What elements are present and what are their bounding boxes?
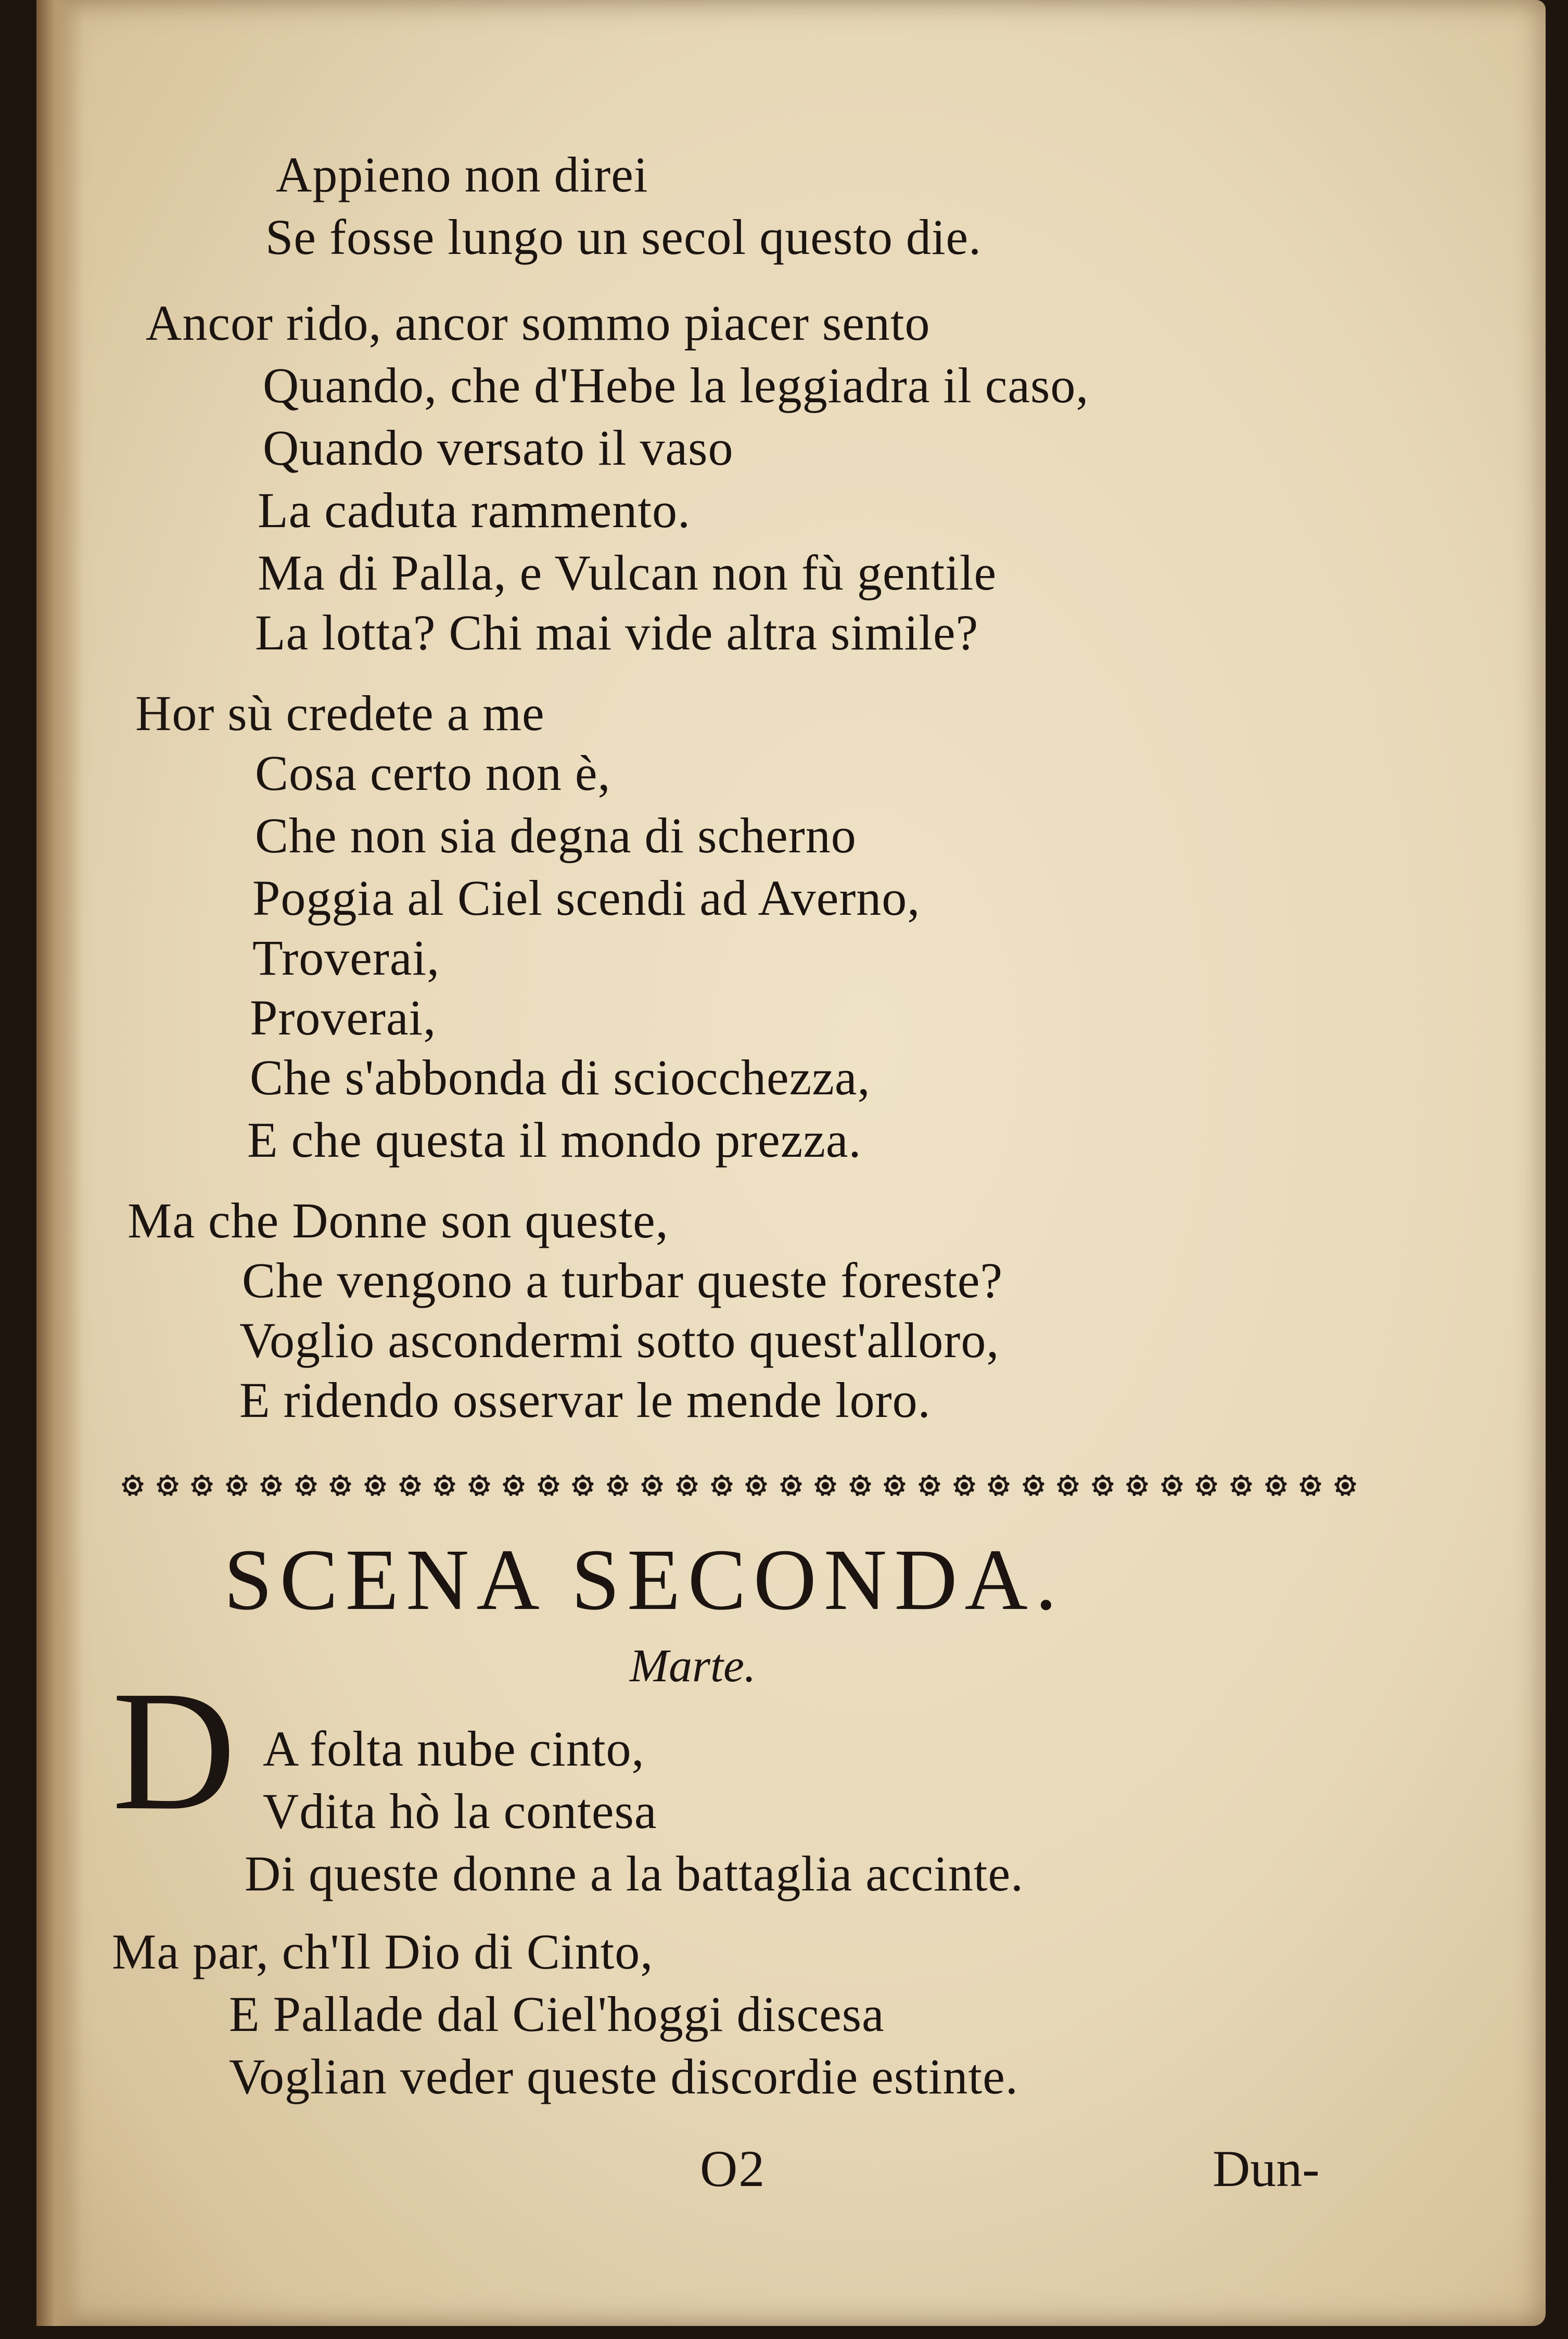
- verse-line: Ma di Palla, e Vulcan non fù gentile: [258, 545, 997, 600]
- character-name: Marte.: [630, 1640, 756, 1692]
- verse-line: Ancor rido, ancor sommo piacer sento: [146, 295, 930, 351]
- verse-line: Vdita hò la contesa: [263, 1783, 657, 1839]
- drop-cap: D: [112, 1656, 236, 1846]
- ornament-flower-icon: [362, 1473, 388, 1499]
- ornament-flower-icon: [639, 1473, 665, 1499]
- ornament-flower-icon: [120, 1473, 146, 1499]
- ornament-flower-icon: [570, 1473, 596, 1499]
- verse-line: Di queste donne a la battaglia accinte.: [245, 1846, 1024, 1901]
- ornament-flower-icon: [1332, 1473, 1358, 1499]
- verse-line: E che questa il mondo prezza.: [247, 1112, 862, 1168]
- ornament-flower-icon: [812, 1473, 838, 1499]
- verse-line: La lotta? Chi mai vide altra simile?: [255, 605, 979, 660]
- ornament-flower-icon: [1159, 1473, 1185, 1499]
- verse-line: E ridendo osservar le mende loro.: [239, 1372, 931, 1428]
- ornament-flower-icon: [431, 1473, 457, 1499]
- ornament-flower-icon: [1055, 1473, 1081, 1499]
- ornament-flower-icon: [1228, 1473, 1254, 1499]
- ornament-flower-icon: [327, 1473, 353, 1499]
- bleed-through-shadow: [1119, 156, 1457, 2133]
- ornament-flower-icon: [778, 1473, 804, 1499]
- scene-title: SCENA SECONDA.: [224, 1531, 1064, 1628]
- signature-mark: O2: [700, 2140, 766, 2197]
- ornament-flower-icon: [293, 1473, 319, 1499]
- ornament-flower-icon: [189, 1473, 215, 1499]
- ornament-flower-icon: [536, 1473, 562, 1499]
- ornament-flower-icon: [709, 1473, 735, 1499]
- verse-line: Proverai,: [250, 990, 437, 1045]
- verse-line: A folta nube cinto,: [263, 1721, 645, 1776]
- verse-line: Ma par, ch'Il Dio di Cinto,: [112, 1924, 654, 1979]
- ornament-flower-icon: [1021, 1473, 1047, 1499]
- verse-line: Che non sia degna di scherno: [255, 808, 857, 863]
- verse-line: Cosa certo non è,: [255, 745, 611, 801]
- verse-line: Quando, che d'Hebe la leggiadra il caso,: [263, 357, 1089, 413]
- ornament-flower-icon: [224, 1473, 250, 1499]
- ornament-flower-icon: [258, 1473, 284, 1499]
- ornament-flower-icon: [951, 1473, 977, 1499]
- ornament-flower-icon: [847, 1473, 873, 1499]
- ornament-flower-icon: [501, 1473, 527, 1499]
- ornament-flower-icon: [1263, 1473, 1289, 1499]
- ornament-flower-icon: [1193, 1473, 1219, 1499]
- verse-line: Quando versato il vaso: [263, 420, 734, 476]
- verse-line: Appieno non direi: [276, 147, 648, 202]
- verse-line: La caduta rammento.: [258, 482, 691, 538]
- ornament-flower-icon: [743, 1473, 769, 1499]
- ornament-flower-icon: [466, 1473, 492, 1499]
- ornament-flower-icon: [1297, 1473, 1323, 1499]
- verse-line: Voglio ascondermi sotto quest'alloro,: [239, 1312, 1000, 1368]
- ornament-flower-icon: [155, 1473, 181, 1499]
- verse-line: E Pallade dal Ciel'hoggi discesa: [229, 1986, 885, 2042]
- catchword: Dun-: [1213, 2140, 1320, 2197]
- ornament-flower-icon: [916, 1473, 942, 1499]
- ornament-flower-icon: [1124, 1473, 1150, 1499]
- verse-line: Che s'abbonda di sciocchezza,: [250, 1050, 871, 1105]
- verse-line: Se fosse lungo un secol questo die.: [265, 209, 982, 265]
- ornament-flower-icon: [882, 1473, 908, 1499]
- verse-line: Hor sù credete a me: [135, 685, 545, 741]
- verse-line: Voglian veder queste discordie estinte.: [229, 2049, 1018, 2104]
- ornament-flower-icon: [397, 1473, 423, 1499]
- ornament-flower-icon: [986, 1473, 1012, 1499]
- ornament-flower-icon: [1090, 1473, 1116, 1499]
- ornament-flower-icon: [605, 1473, 631, 1499]
- ornamental-rule: [120, 1467, 1358, 1504]
- verse-line: Poggia al Ciel scendi ad Averno,: [252, 870, 921, 926]
- ornament-flower-icon: [674, 1473, 700, 1499]
- book-gutter: [36, 0, 83, 2326]
- verse-line: Che vengono a turbar queste foreste?: [242, 1252, 1003, 1308]
- verse-line: Ma che Donne son queste,: [128, 1193, 669, 1248]
- verse-line: Troverai,: [252, 930, 440, 986]
